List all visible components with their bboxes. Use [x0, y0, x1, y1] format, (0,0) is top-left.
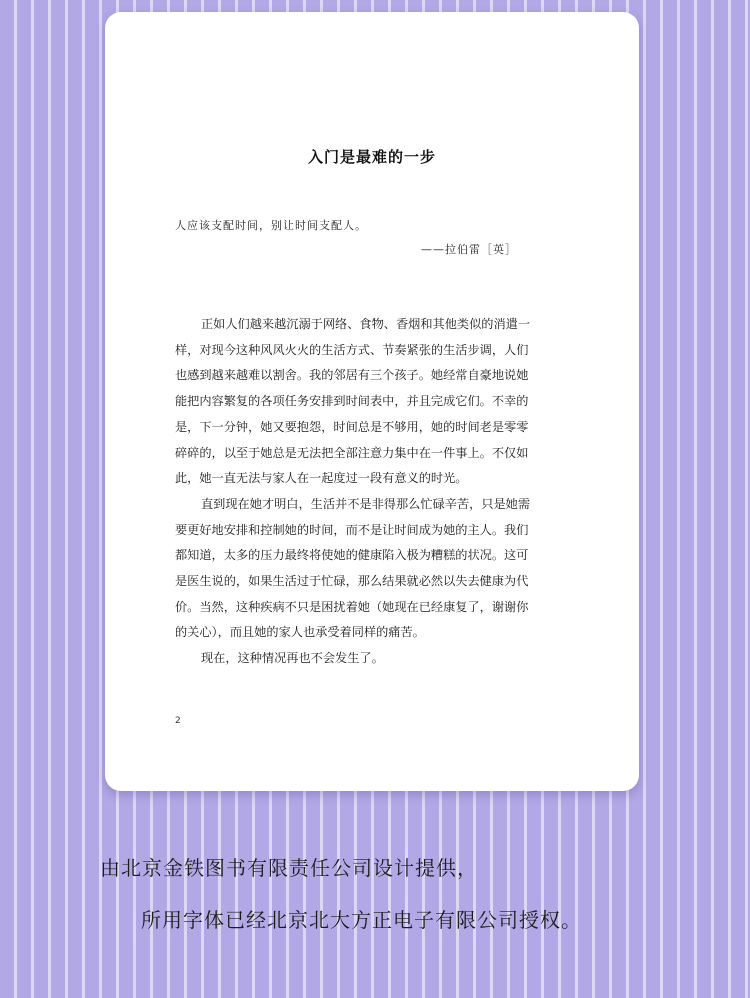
text-line: 要更好地安排和控制她的时间，而不是让时间成为她的主人。我们	[175, 522, 529, 537]
text-line: 现在，这种情况再也不会发生了。	[201, 651, 384, 666]
book-page	[105, 12, 639, 791]
paragraph-3	[175, 646, 569, 672]
body-text	[175, 312, 569, 672]
epigraph-quote: 人应该支配时间，别让时间支配人。	[175, 219, 367, 232]
text-line: 正如人们越来越沉溺于网络、食物、香烟和其他类似的消遣一	[201, 317, 531, 331]
text-line: 能把内容繁复的各项任务安排到时间表中，并且完成它们。不幸的	[175, 394, 529, 409]
text-line: 价。当然，这种疾病不只是困扰着她（她现在已经康复了，谢谢你	[175, 599, 529, 614]
text-line: 样，对现今这种风风火火的生活方式、节奏紧张的生活步调，人们	[175, 342, 529, 357]
text-line: 直到现在她才明白，生活并不是非得那么忙碌辛苦，只是她需	[201, 496, 531, 511]
text-line: 是，下一分钟，她又要抱怨，时间总是不够用，她的时间老是零零	[175, 419, 529, 434]
text-line: 碎碎的，以至于她总是无法把全部注意力集中在一件事上。不仅如	[175, 445, 529, 460]
text-line: 都知道，太多的压力最终将使她的健康陷入极为糟糕的状况。这可	[175, 548, 529, 563]
chapter-title: 入门是最难的一步	[307, 148, 436, 166]
text-line: 的关心），而且她的家人也承受着同样的痛苦。	[175, 625, 425, 640]
paragraph-1	[175, 312, 569, 492]
epigraph-author: ——拉伯雷［英］	[421, 243, 517, 256]
paragraph-2	[175, 492, 569, 646]
text-line: 也感到越来越难以割舍。我的邻居有三个孩子。她经常自豪地说她	[175, 368, 529, 383]
text-line: 此，她一直无法与家人在一起度过一段有意义的时光。	[175, 471, 468, 486]
credit-line-font-license: 所用字体已经北京北大方正电子有限公司授权。	[141, 908, 582, 932]
page-number: 2	[175, 716, 181, 726]
text-line: 是医生说的，如果生活过于忙碌，那么结果就必然以失去健康为代	[175, 574, 529, 589]
credit-line-design: 由北京金铁图书有限责任公司设计提供，	[100, 856, 478, 880]
